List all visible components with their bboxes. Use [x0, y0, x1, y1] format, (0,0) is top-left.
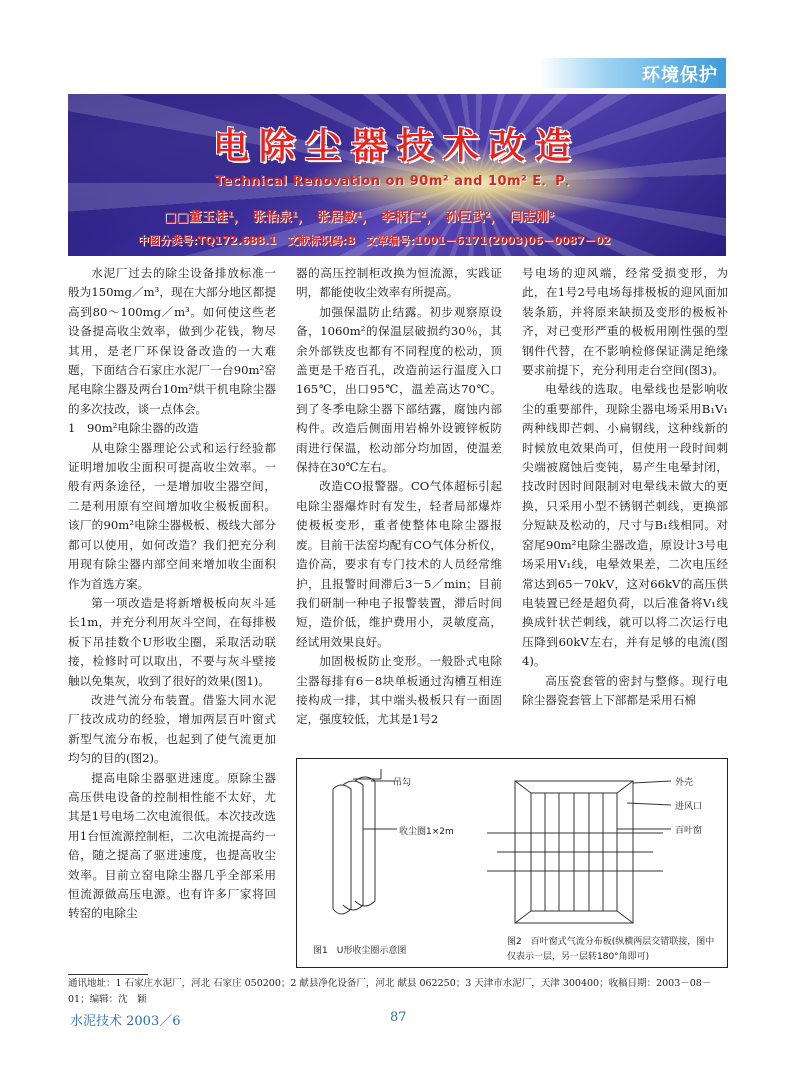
- paragraph: 从电除尘器理论公式和运行经验都证明增加收尘面积可提高收尘效率。一般有两条途径，一是增加收尘器空间，二是利用原有空间增加收尘极板面积。该厂的90m²电除尘器极板、极线大部分都可以使用，如何改造？我们把充分利用现有除尘器内部空间来增加收尘面积作为首选方案。: [68, 440, 276, 591]
- article-subtitle: Technical Renovation on 90m² and 10m² E．P．: [215, 174, 579, 189]
- paragraph: 高压瓷套管的密封与整修。现行电除尘器瓷套管上下部都是采用石棉: [522, 673, 728, 707]
- text-column-1: [68, 264, 276, 924]
- paragraph: 水泥厂过去的除尘设备排放标准一般为150mg／m³，现在大部分地区都提高到80～100mg／m³。如何使这些老设备提高收尘效率，做到少花钱，物尽其用，是老厂环保设备改造的一大难题，下面结合石家庄水泥厂一台90m²窑尾电除尘器及两台10m²烘干机电除尘器的多次技改，谈一点体会。: [68, 266, 276, 416]
- journal-name: 水泥技术 2003／6: [70, 1014, 181, 1029]
- fig1-label-hook: 吊勾: [393, 778, 412, 788]
- classification-line: 中图分类号:TQ172.688.1 文献标识码:B 文章编号:1001－6171(2003)06－0087－02: [138, 234, 611, 247]
- figure-2-caption: 图2 百叶窗式气流分布板(纵横两层交错联接，图中仅表示一层，另一层转180°角即可): [507, 937, 715, 962]
- fig2-label-shell: 外壳: [675, 778, 694, 788]
- article-authors: □□董玉桂¹， 张怡泉¹， 张居敏¹， 李柄仁²， 孙巨武²， 闫志刚³: [164, 210, 555, 225]
- fig2-label-inlet: 进风口: [675, 802, 703, 812]
- figure-1-caption: 图1 U形收尘圈示意图: [313, 946, 407, 956]
- paragraph: 器的高压控制柜改换为恒流源，实践证明，都能使收尘效率有所提高。: [296, 266, 502, 300]
- fig2-drawing: [487, 781, 671, 923]
- paragraph: 号电场的迎风端，经常受损变形，为此，在1号2号电场每排极板的迎风面加装条筋，并将原来缺损及变形的极板补齐，对已变形严重的极板用刚性强的型钢件代替，在不影响检修保证满足绝缘要求前提下，充分利用走台空间(图3)。: [522, 266, 728, 378]
- fig1-drawing: [333, 769, 397, 914]
- paragraph: 改进气流分布装置。借鉴大同水泥厂技改成功的经验，增加两层百叶窗式新型气流分布板，也起到了使气流更加均匀的目的(图2)。: [68, 692, 276, 766]
- text-column-2: [296, 264, 502, 730]
- article-title: 电除尘器技术改造: [212, 126, 581, 167]
- paragraph: 电晕线的选取。电晕线也是影响收尘的重要部件，现除尘器电场采用B₁V₁两种线即芒刺、小扁钢线，这种线新的时候放电效果尚可，但使用一段时间刺尖端被腐蚀后变钝，易产生电晕封闭，技改时因时间限制对电晕线未做大的更换，只采用小型不锈钢芒刺线，更换部分短缺及松动的，尺寸与B₁线相同。对窑尾90m²电除尘器改造，原设计3号电场采用V₁线，电晕效果差，二次电压经常达到65－70kV，这对66kV的高压供电装置已经是超负荷，以后准备将V₁线换成针状芒刺线，就可以将二次运行电压降到60kV左右，并有足够的电流(图4)。: [522, 382, 728, 669]
- paragraph: 第一项改造是将新增极板向灰斗延长1m，并充分利用灰斗空间，在每排极板下吊挂数个U形收尘圈，采取活动联接，检修时可以取出，不要与灰斗壁接触以免集灰，收到了很好的效果(图1)。: [68, 595, 276, 688]
- paragraph: 加强保温防止结露。初步观察原设备，1060m²的保温层破损约30％，其余外部铁皮也都有不同程度的松动，顶盖更是千疮百孔，改造前运行温度入口165℃，出口95℃，温差高达70℃。到了冬季电除尘器下部结露，腐蚀内部构件。改造后侧面用岩棉外设镀锌板防雨进行保温，松动部分均加固，使温差保持在30℃左右。: [296, 304, 502, 475]
- page-number: 87: [390, 1010, 407, 1025]
- figure-box: [296, 758, 728, 968]
- paragraph: 改造CO报警器。CO气体超标引起电除尘器爆炸时有发生，轻者局部爆炸使极板变形，重者使整体电除尘器报废。目前干法窑均配有CO气体分析仪，造价高，要求有专门技术的人员经常维护，且报警时间滞后3－5／min；目前我们研制一种电子报警装置，滞后时间短，造价低，维护费用小，灵敏度高，经试用效果良好。: [296, 479, 502, 649]
- title-banner: [68, 94, 726, 256]
- section-heading: 1 90m²电除尘器的改造: [68, 421, 199, 436]
- paragraph: 加固极板防止变形。一般卧式电除尘器每排有6－8块单板通过沟槽互相连接构成一排，其中端头极板只有一面固定，强度较低，尤其是1号2: [296, 654, 502, 727]
- footnote-rule: [68, 974, 148, 975]
- section-tag-bar: [540, 58, 726, 88]
- fig2-label-louver: 百叶窗: [675, 826, 703, 836]
- footnote: 通讯地址：1 石家庄水泥厂，河北 石家庄 050200；2 献县净化设备厂，河北 献县 062250；3 天津市水泥厂，天津 300400；收稿日期：2003－08－01；编辑：沈 颖: [68, 978, 712, 1005]
- fig1-label-ring: 收尘圈1×2m: [399, 827, 454, 837]
- paragraph: 提高电除尘器驱进速度。原除尘器高压供电设备的控制相性能不太好，尤其是1号电场二次电流很低。本次技改选用1台恒流源控制柜，二次电流提高约一倍，随之提高了驱进速度，也提高收尘效率。目前立窑电除尘器几乎全部采用恒流源做高压电源。也有许多厂家将回转窑的电除尘: [68, 770, 276, 921]
- text-column-3: [522, 264, 728, 710]
- section-tag: 环境保护: [642, 65, 718, 86]
